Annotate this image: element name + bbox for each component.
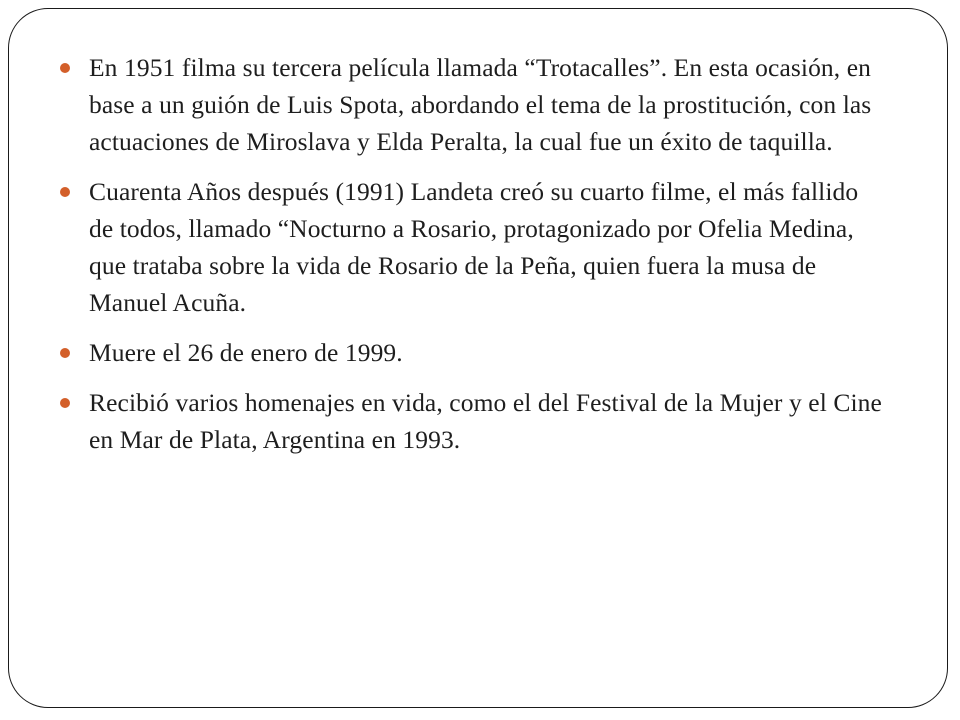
bullet-text: En 1951 filma su tercera película llamada “Trotacalles”. En esta ocasión, en base a un guión de Luis Spota, abordando el tema de la prostitución, con las actuaciones de Miroslava y Elda Peralta, la cual fue un éxito de taquilla. xyxy=(89,53,872,156)
bullet-text: Recibió varios homenajes en vida, como el del Festival de la Mujer y el Cine en Mar de Plata, Argentina en 1993. xyxy=(89,388,882,454)
bullet-item xyxy=(58,49,888,160)
bullet-item xyxy=(58,173,888,321)
bullet-dot-icon xyxy=(60,63,70,73)
bullet-text: Cuarenta Años después (1991) Landeta creó su cuarto filme, el más fallido de todos, llamado “Nocturno a Rosario, protagonizado por Ofelia Medina, que trataba sobre la vida de Rosario de la Peña, quien fuera la musa de Manuel Acuña. xyxy=(89,177,859,317)
bullet-dot-icon xyxy=(60,187,70,197)
bullet-dot-icon xyxy=(60,398,70,408)
bullet-list xyxy=(58,49,888,471)
bullet-dot-icon xyxy=(60,348,70,358)
bullet-item xyxy=(58,334,888,371)
bullet-item xyxy=(58,384,888,458)
bullet-text: Muere el 26 de enero de 1999. xyxy=(89,338,403,367)
